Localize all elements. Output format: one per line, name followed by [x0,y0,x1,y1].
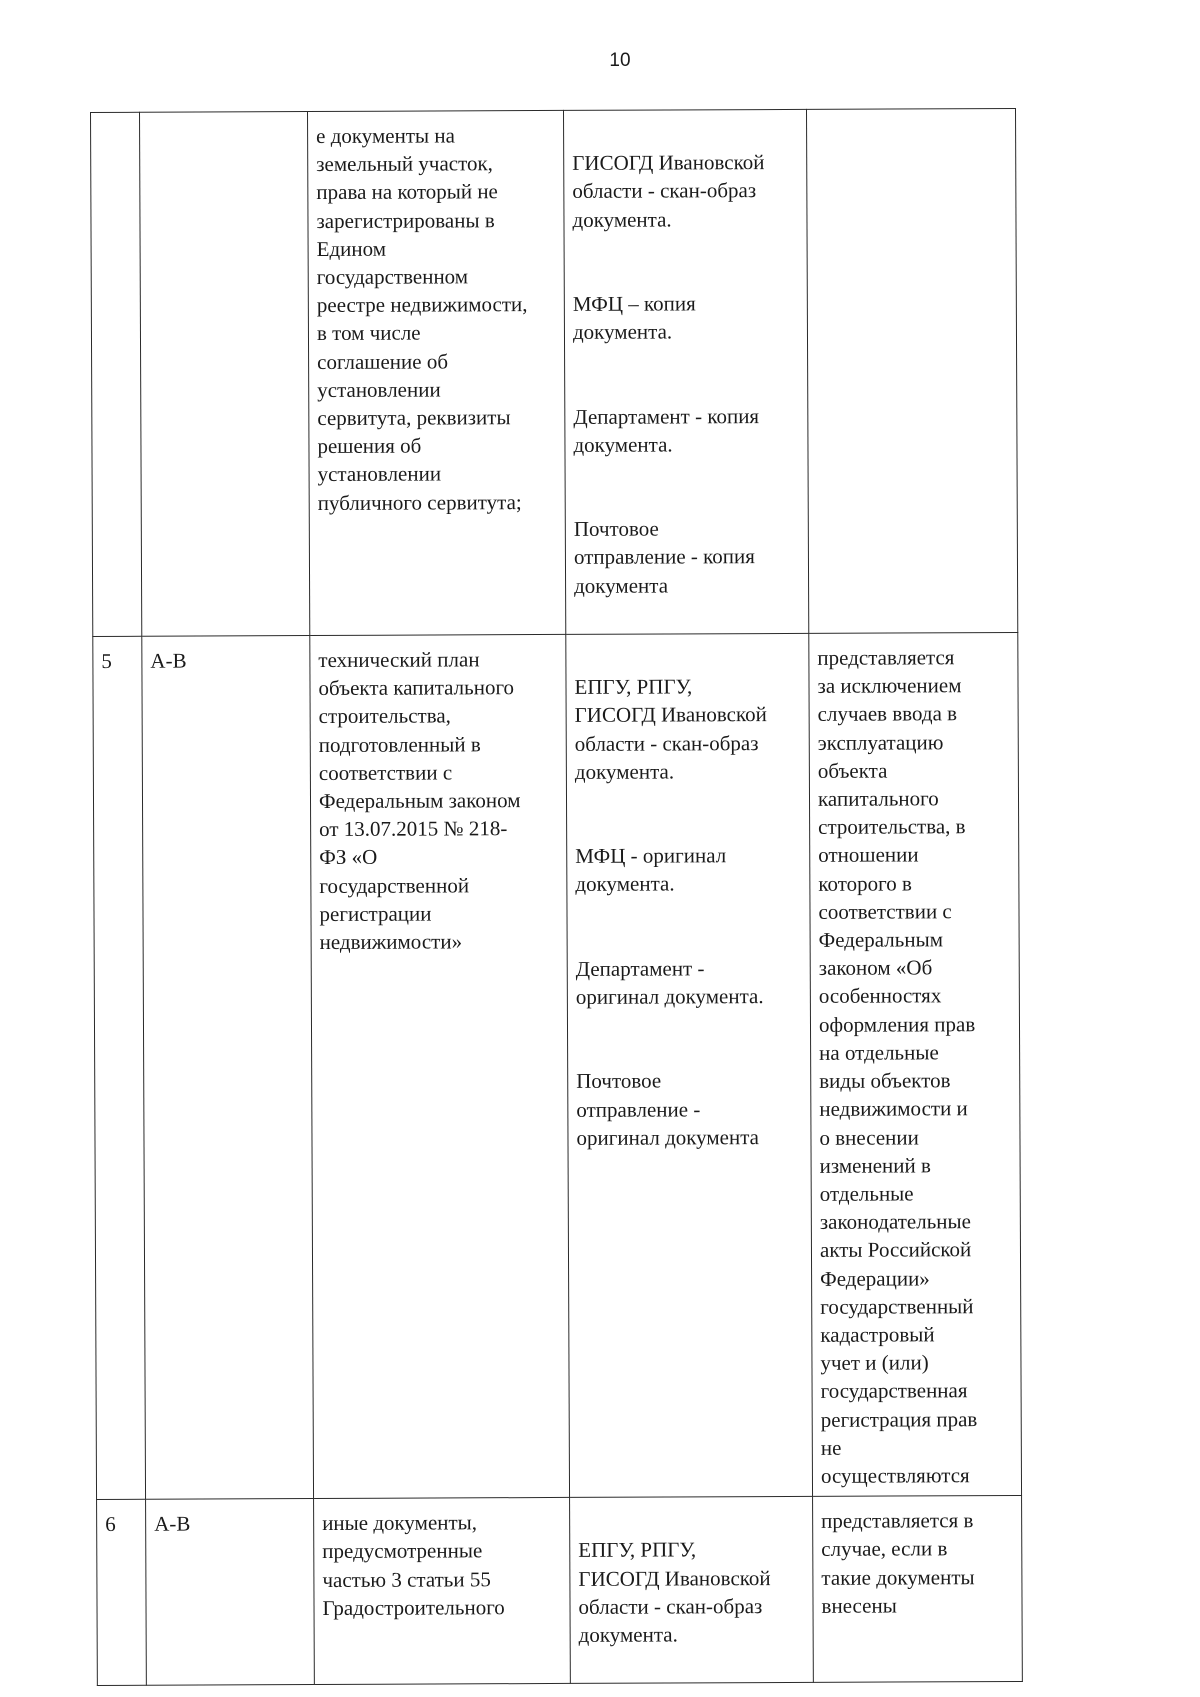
submission-method-cell [566,633,813,1497]
note-cell: представляется в случае, если в такие документы внесены [813,1496,1023,1683]
page-number: 10 [609,50,631,71]
code-cell [140,112,310,637]
method-item: ЕПГУ, РПГУ, ГИСОГД Ивановской области - скан-образ документа. [578,1537,771,1647]
code-cell: А-В [142,636,314,1500]
document-table [90,108,1023,1686]
method-item: Департамент - оригинал документа. [575,956,764,1009]
note-cell: представляется за исключением случаев ввода в эксплуатацию объекта капитального строительства, в отношении которого в соответствии с Федеральным законом «Об особенностях оформления прав на отдельные виды объектов недвижимости и о внесении изменений в отдельные законодательные акты Российской Федерации» государственный кадастровый учет и (или) государственная регистрация прав не осуществляются [809,633,1022,1497]
method-item: ЕПГУ, РПГУ, ГИСОГД Ивановской области - скан-образ документа. [574,674,767,784]
code-cell: А-В [146,1499,315,1686]
method-item: Почтовое отправление - оригинал документа [576,1069,760,1150]
method-item: Почтовое отправление - копия документа [573,516,755,598]
submission-method-cell [570,1497,814,1684]
method-item: ГИСОГД Ивановской области - скан-образ документа. [572,150,765,232]
table-row [93,633,1022,1500]
document-cell: е документы на земельный участок, права на который не зарегистрированы в Едином государственном реестре недвижимости, в том числе соглашение об установлении сервитута, реквизиты решения об установлении публичного сервитута; [308,110,566,635]
method-item: Департамент - копия документа. [573,403,760,457]
method-item: МФЦ - оригинал документа. [575,843,727,897]
row-number-cell: 5 [93,636,146,1499]
document-cell: технический план объекта капитального строительства, подготовленный в соответствии с Федеральным законом от 13.07.2015 № 218- ФЗ «О государственной регистрации недвижимости» [310,634,570,1498]
submission-method-cell [563,109,808,634]
row-number-cell [91,112,142,636]
document-cell: иные документы, предусмотренные частью 3 статьи 55 Градостроительного [314,1498,571,1685]
table-row [97,1496,1023,1686]
table-row [91,108,1018,636]
note-cell [806,108,1017,633]
row-number-cell: 6 [97,1499,147,1685]
method-item: МФЦ – копия документа. [572,291,696,345]
